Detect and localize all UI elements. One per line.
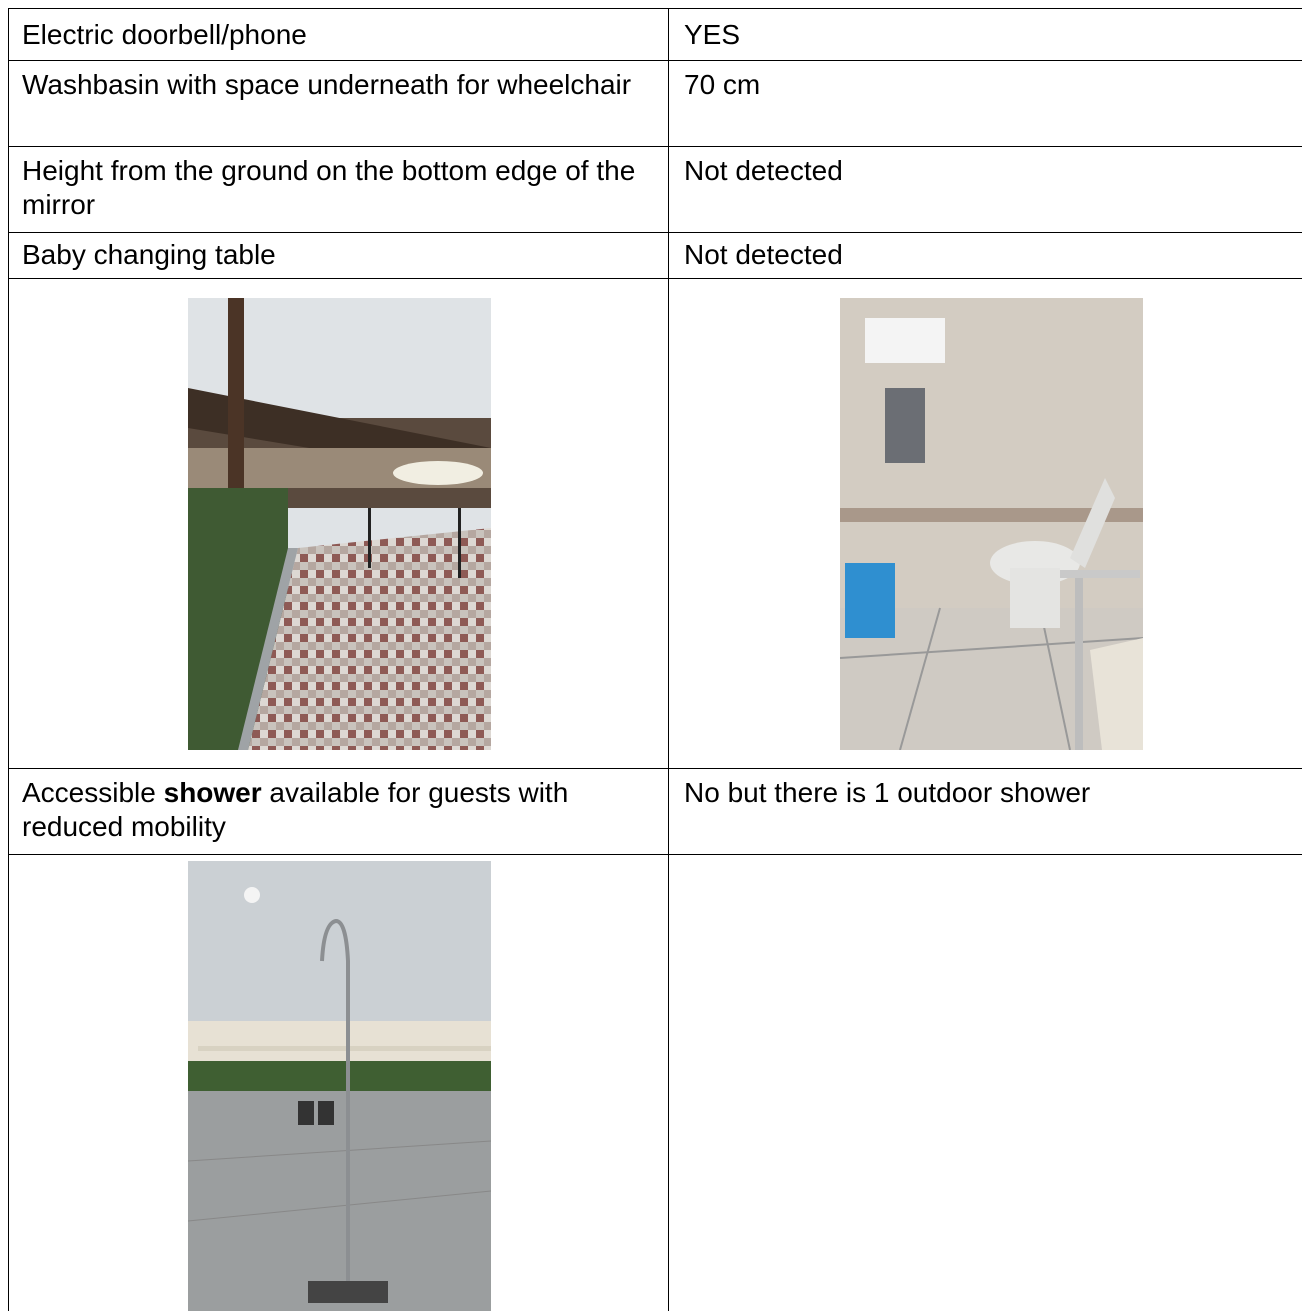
accessibility-table xyxy=(8,8,1302,1311)
row-label-washbasin: Washbasin with space underneath for wheelchair xyxy=(22,69,632,100)
toilet-photo xyxy=(840,298,1143,750)
row-label-doorbell: Electric doorbell/phone xyxy=(22,19,307,50)
row-label-mirror-height: Height from the ground on the bottom edge of the mirror xyxy=(22,155,636,220)
row-label-baby-changing: Baby changing table xyxy=(22,239,276,270)
row-value-mirror-height: Not detected xyxy=(684,155,843,186)
row-label-shower: Accessible shower available for guests with reduced mobility xyxy=(22,777,569,842)
shower-photo xyxy=(188,861,491,1311)
row-value-shower: No but there is 1 outdoor shower xyxy=(684,777,1091,808)
row-value-washbasin: 70 cm xyxy=(684,69,761,100)
shower-bold: shower xyxy=(163,777,262,808)
walkway-photo xyxy=(188,298,491,750)
row-value-doorbell: YES xyxy=(684,19,741,50)
row-value-baby-changing: Not detected xyxy=(684,239,843,270)
